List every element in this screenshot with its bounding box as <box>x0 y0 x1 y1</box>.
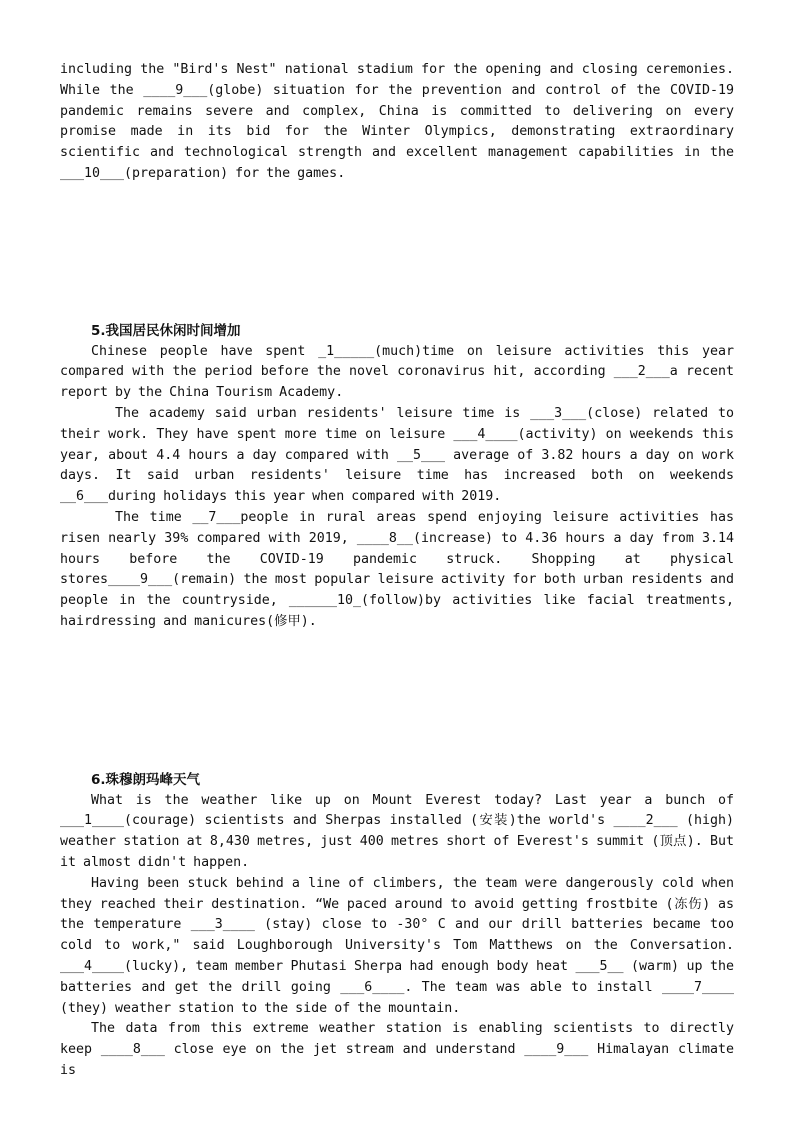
section-6-paragraph-2: Having been stuck behind a line of climbers, the team were dangerously cold when they reached their destination. “We paced around to avoid getting frostbite (冻伤) as the temperature ___3____ (stay) close to -30° C and our drill batteries became too cold to work," said Loughborough University's Tom Matthews on the Conversation. ___4____(lucky), team member Phutasi Sherpa had enough body heat ___5__ (warm) up the batteries and get the drill going ___6____. The team was able to install ____7____ (they) weather station to the side of the mountain. <box>60 875 734 1016</box>
section-5-paragraph-1: Chinese people have spent _1_____(much)time on leisure activities this year compared with the period before the novel coronavirus hit, according ___2___a recent report by the China Tourism Academy. <box>60 343 734 401</box>
section-5-heading: 5.我国居民休闲时间增加 <box>91 322 241 339</box>
section-spacer <box>60 633 734 770</box>
section-6-heading: 6.珠穆朗玛峰天气 <box>91 771 201 788</box>
section-6-paragraph-3: The data from this extreme weather station is enabling scientists to directly keep ____8___ close eye on the jet stream and understand ____9___ Himalayan climate is <box>60 1021 734 1078</box>
section-spacer <box>60 185 734 321</box>
section-6-paragraph-1: What is the weather like up on Mount Everest today? Last year a bunch of ___1____(courage) scientists and Sherpas installed (安装)the world's ____2___ (high) weather station at 8,430 metres, just 400 metres short of Everest's summit (顶点). But it almost didn't happen. <box>60 792 734 870</box>
section-5-paragraph-3: The time __7___people in rural areas spend enjoying leisure activities has risen nearly 39% compared with 2019, ____8__(increase) to 4.36 hours a day from 3.14 hours before the COVID-19 pandemic struck. Shopping at physical stores____9___(remain) the most popular leisure activity for both urban residents and people in the countryside, ______10_(follow)by activities like facial treatments, hairdressing and manicures(修甲). <box>60 509 734 629</box>
document-page <box>60 60 734 1082</box>
section-4-paragraph-end: including the "Bird's Nest" national stadium for the opening and closing ceremonies. While the ____9___(globe) situation for the prevention and control of the COVID-19 pandemic remains severe and complex, China is committed to delivering on every promise made in its bid for the Winter Olympics, demonstrating extraordinary scientific and technological strength and excellent management capabilities in the ___10___(preparation) for the games. <box>60 62 734 181</box>
section-5-paragraph-2: The academy said urban residents' leisure time is ___3___(close) related to their work. They have spent more time on leisure ___4____(activity) on weekends this year, about 4.4 hours a day compared with __5___ average of 3.82 hours a day on work days. It said urban residents' leisure time has increased both on weekends __6___during holidays this year when compared with 2019. <box>60 405 734 505</box>
